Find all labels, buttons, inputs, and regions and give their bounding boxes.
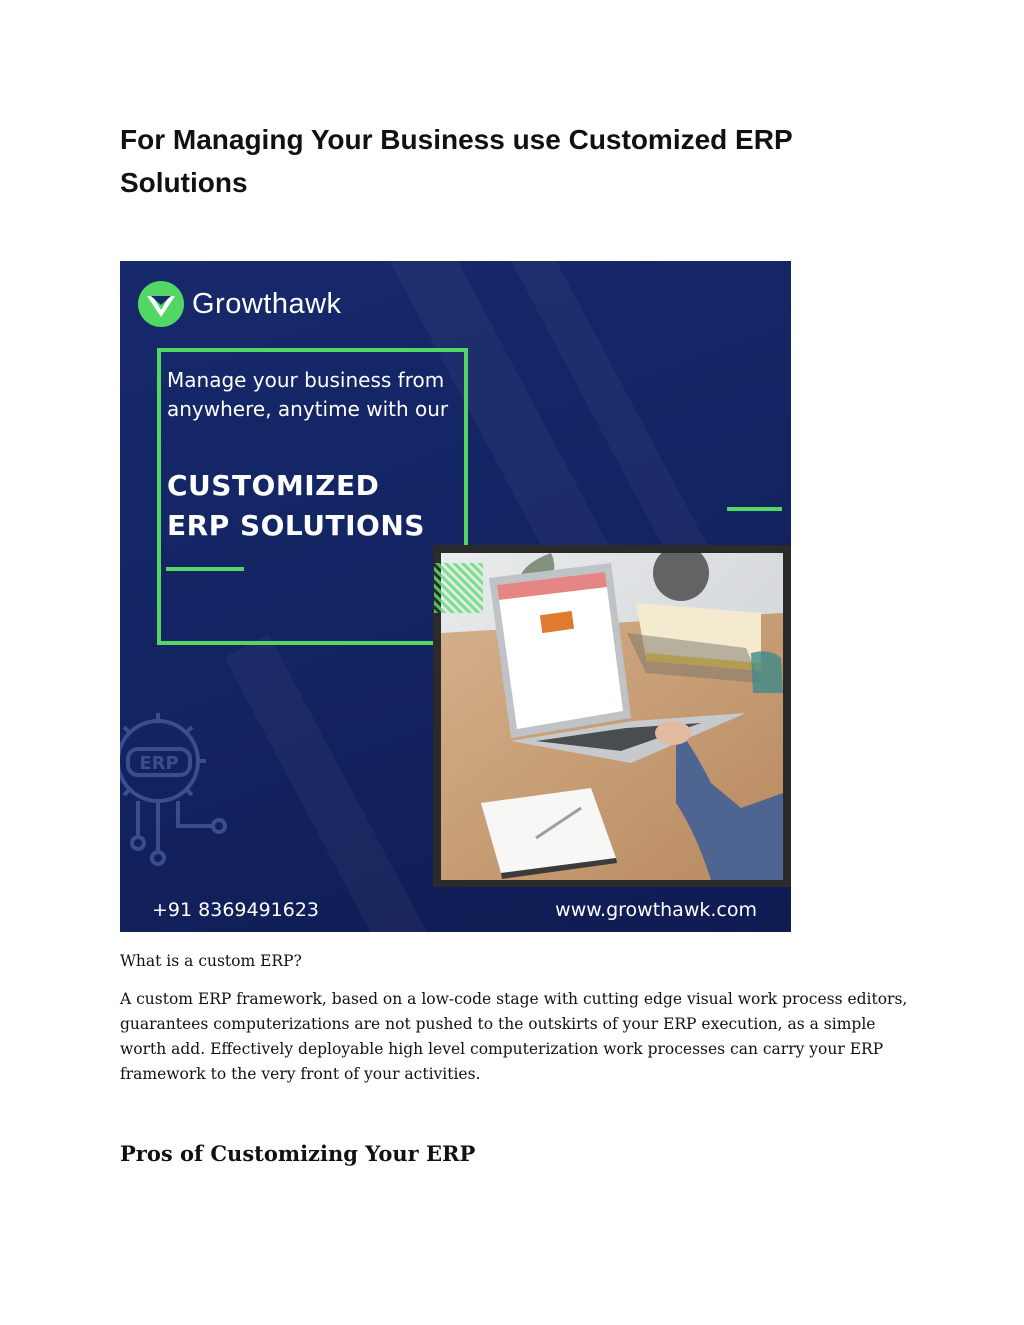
body-paragraph: A custom ERP framework, based on a low-code stage with cutting edge visual work process editors, guarantees computerizations are not pushed to the outskirts of your ERP execution, as a simple worth add. Effectively deployable high level computerization work processes can carry your ERP framework to the very front of your activities.	[120, 990, 908, 1083]
website-url: www.growthawk.com	[555, 899, 757, 921]
erp-gear-icon	[120, 711, 233, 871]
erp-badge-text: ERP	[139, 753, 179, 774]
section-heading: Pros of Customizing Your ERP	[120, 1141, 476, 1166]
headline-line-1: CUSTOMIZED	[167, 469, 380, 502]
hawk-logo-icon	[138, 281, 184, 327]
accent-underline	[166, 567, 244, 571]
banner-headline	[167, 466, 467, 546]
accent-dash	[727, 507, 782, 511]
banner-tagline: Manage your business from anywhere, anytime with our	[167, 368, 449, 421]
section-question: What is a custom ERP?	[120, 952, 302, 970]
promo-banner-image	[120, 261, 791, 932]
laptop-desk-photo	[441, 553, 783, 880]
contact-phone: +91 8369491623	[152, 899, 320, 921]
logo-text: Growthawk	[192, 287, 342, 320]
headline-line-2: ERP SOLUTIONS	[167, 509, 425, 542]
hatch-accent	[434, 563, 483, 613]
page-title: For Managing Your Business use Customized ERP Solutions	[120, 124, 793, 198]
growthawk-logo	[138, 281, 342, 327]
